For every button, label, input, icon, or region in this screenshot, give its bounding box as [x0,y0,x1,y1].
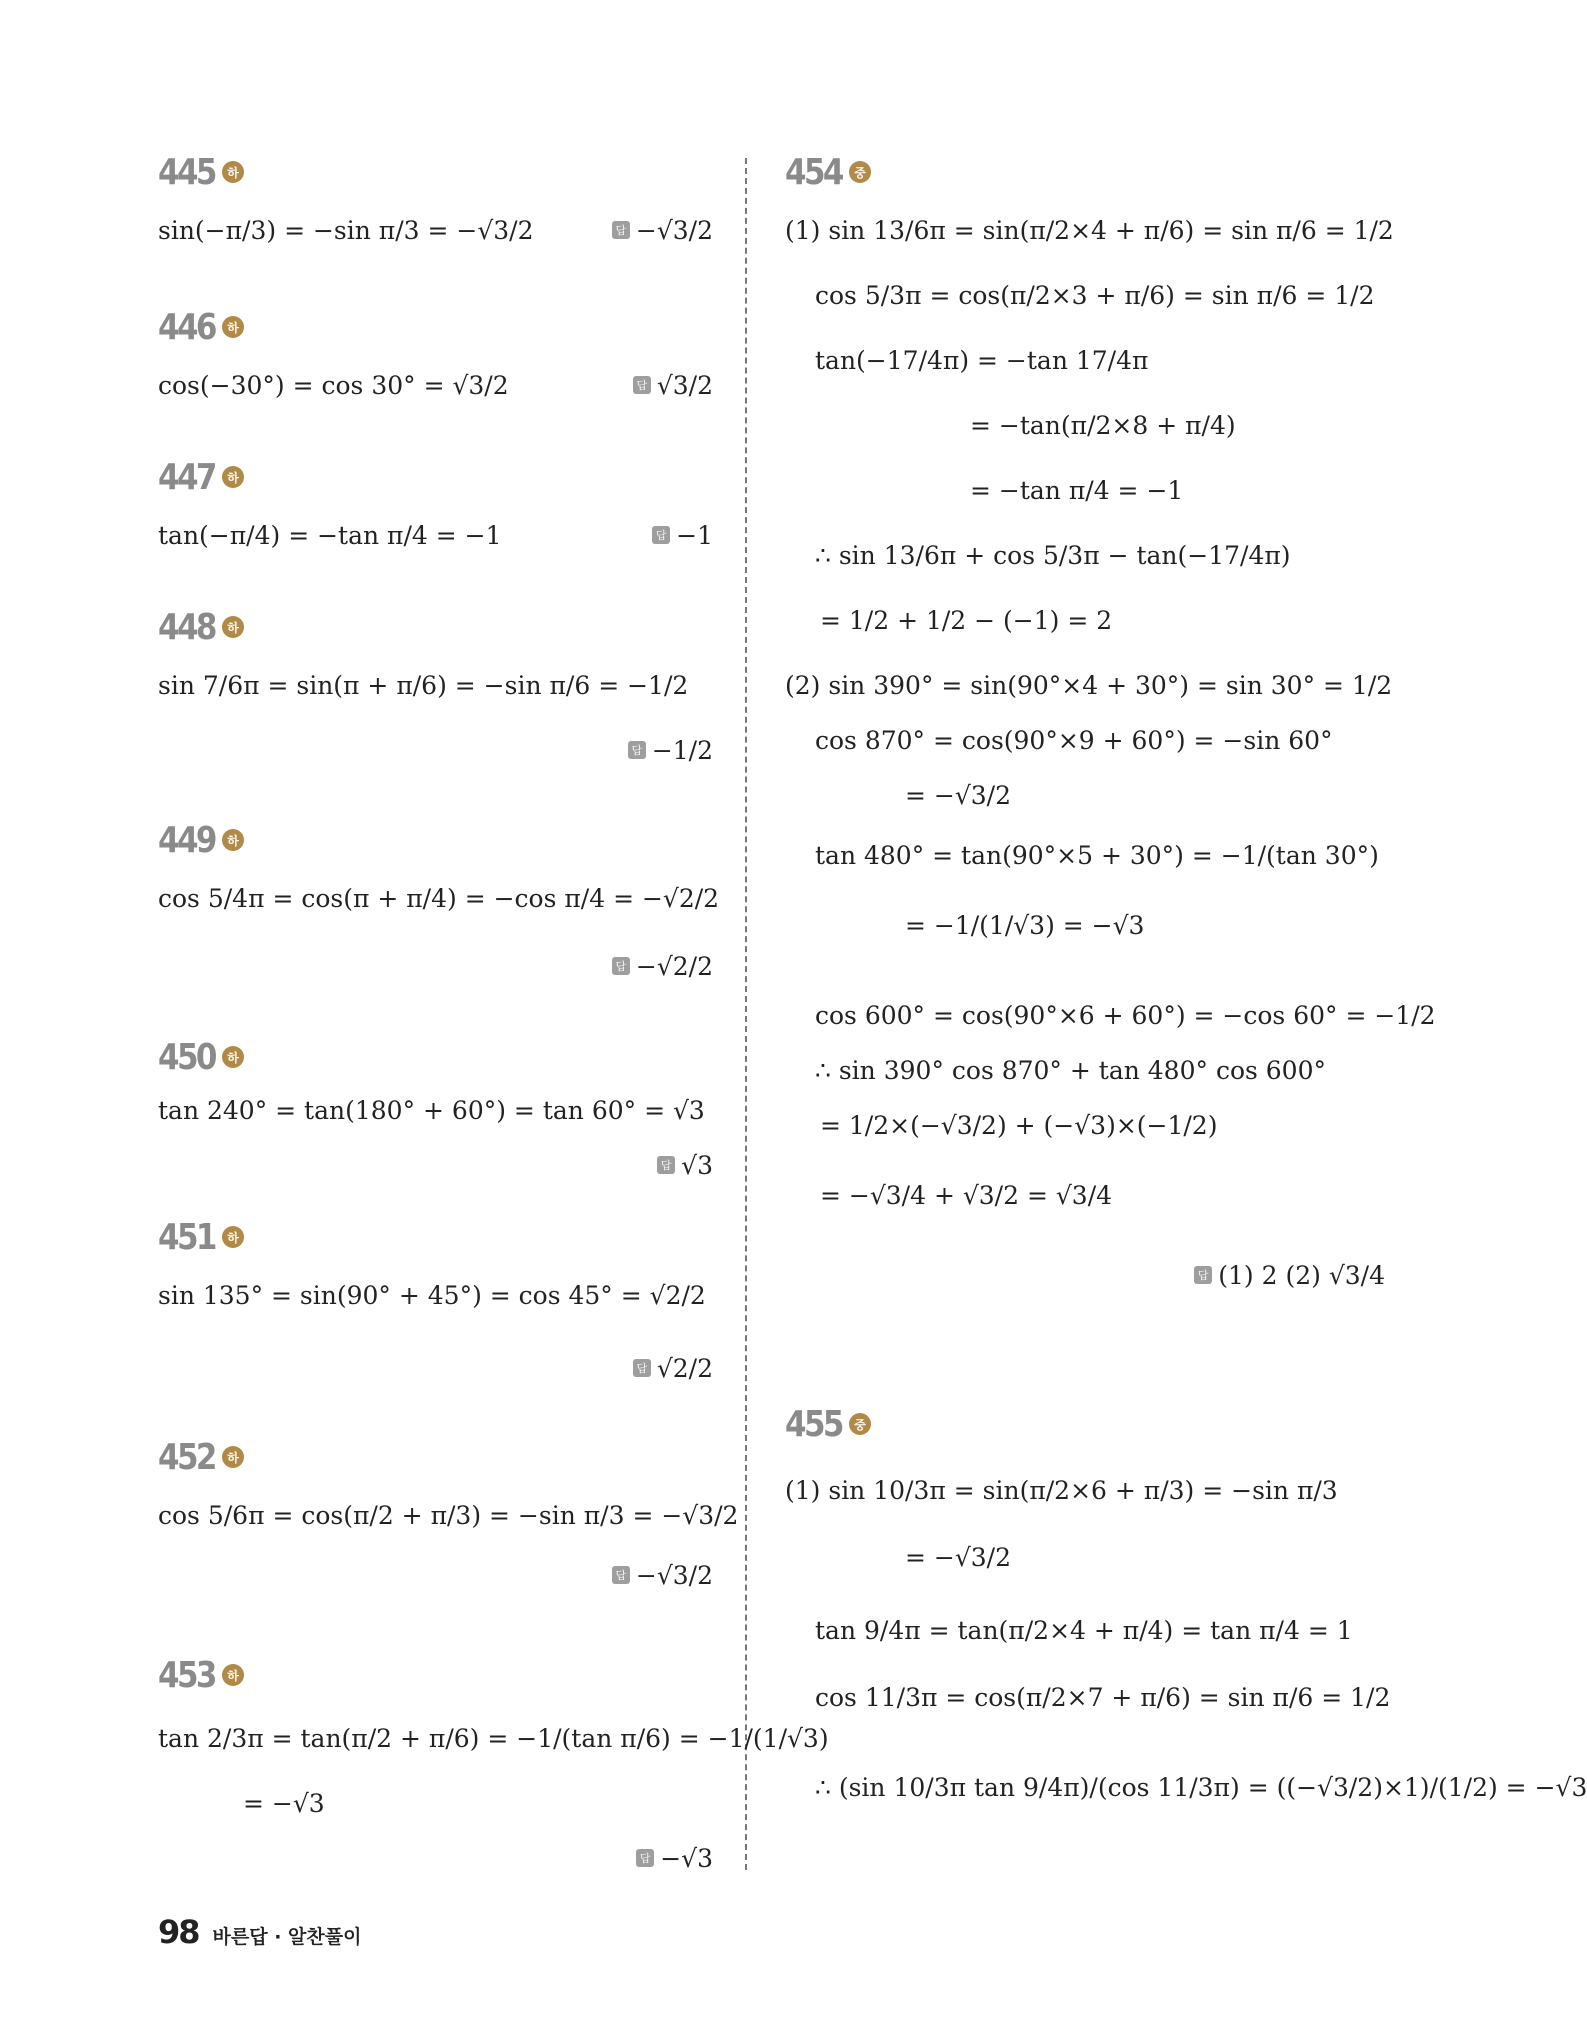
problem-number: 450 [158,1036,215,1078]
answer-badge: 답 [652,526,670,544]
problem-446 [158,305,713,400]
solution-line: ∴ (sin 10/3π tan 9/4π)/(cos 11/3π) = ((−√3/2)×1)/(1/2) = −√3 [815,1772,1587,1802]
problem-number: 445 [158,151,215,193]
answer-value: −√3 [660,1843,713,1873]
solution-line: cos 5/3π = cos(π/2×3 + π/6) = sin π/6 = 1/2 [815,280,1375,310]
problem-number: 448 [158,606,215,648]
solution-line: ∴ sin 390° cos 870° + tan 480° cos 600° [815,1055,1326,1085]
answer [636,1828,713,1888]
solution-line: cos(−30°) = cos 30° = √3/2 [158,370,509,400]
solution-line: tan(−17/4π) = −tan 17/4π [815,345,1149,375]
problem-number: 453 [158,1654,215,1696]
solution-line: = −√3/2 [905,780,1012,810]
answer-badge: 답 [636,1849,654,1867]
problem-449 [158,818,720,981]
level-badge: 하 [222,1664,244,1686]
level-badge: 하 [222,1446,244,1468]
problem-number: 446 [158,306,215,348]
solution-line: tan 480° = tan(90°×5 + 30°) = −1/(tan 30°) [815,840,1379,870]
answer-value: √3 [681,1150,713,1180]
answer [612,200,713,260]
answer-badge: 답 [612,957,630,975]
level-badge: 하 [222,466,244,488]
solution-line: (1) sin 10/3π = sin(π/2×6 + π/3) = −sin π/3 [785,1475,1338,1505]
answer-badge: 답 [1194,1266,1212,1284]
solution-line: cos 5/6π = cos(π/2 + π/3) = −sin π/3 = −√3/2 [158,1500,739,1530]
solution-line: = 1/2×(−√3/2) + (−√3)×(−1/2) [820,1110,1218,1140]
answer [633,355,713,415]
answer [1194,1245,1385,1305]
problem-452 [158,1435,739,1590]
answer-badge: 답 [612,1566,630,1584]
level-badge: 중 [849,161,871,183]
page-footer [158,1913,361,1951]
solution-line: tan(−π/4) = −tan π/4 = −1 [158,520,502,550]
problem-454 [785,150,1436,1290]
level-badge: 하 [222,829,244,851]
level-badge: 하 [222,161,244,183]
answer-value: −1/2 [651,735,713,765]
problem-number: 452 [158,1436,215,1478]
solution-line: tan 2/3π = tan(π/2 + π/6) = −1/(tan π/6) = −1/(1/√3) [158,1723,829,1753]
answer-badge: 답 [628,741,646,759]
solution-line: sin 135° = sin(90° + 45°) = cos 45° = √2/2 [158,1280,706,1310]
answer-badge: 답 [633,1359,651,1377]
problem-448 [158,605,713,765]
solution-line: cos 11/3π = cos(π/2×7 + π/6) = sin π/6 = 1/2 [815,1682,1391,1712]
solution-line: = −√3/2 [905,1542,1012,1572]
solution-line: cos 600° = cos(90°×6 + 60°) = −cos 60° = −1/2 [815,1000,1436,1030]
solution-line: sin(−π/3) = −sin π/3 = −√3/2 [158,215,534,245]
problem-number: 454 [785,151,842,193]
problem-451 [158,1215,713,1383]
solution-line: cos 870° = cos(90°×9 + 60°) = −sin 60° [815,725,1333,755]
problem-number: 447 [158,456,215,498]
answer-value: −√2/2 [635,951,713,981]
problem-number: 455 [785,1403,842,1445]
problem-450 [158,1035,713,1180]
problem-number: 449 [158,819,215,861]
level-badge: 중 [849,1413,871,1435]
page-number: 98 [158,1913,199,1951]
answer-value: −√3/2 [635,1560,713,1590]
problem-number: 451 [158,1216,215,1258]
solution-line: (2) sin 390° = sin(90°×4 + 30°) = sin 30° = 1/2 [785,670,1393,700]
answer-badge: 답 [657,1156,675,1174]
column-divider [745,158,747,1870]
solution-line: = −tan(π/2×8 + π/4) [970,410,1236,440]
answer [612,936,713,996]
book-title: 바른답 · 알찬풀이 [212,1926,362,1948]
answer-value: (1) 2 (2) √3/4 [1218,1260,1385,1290]
level-badge: 하 [222,1226,244,1248]
answer [628,720,713,780]
solution-line: tan 9/4π = tan(π/2×4 + π/4) = tan π/4 = 1 [815,1615,1353,1645]
problem-453 [158,1653,829,1873]
level-badge: 하 [222,616,244,638]
solution-line: = 1/2 + 1/2 − (−1) = 2 [820,605,1113,635]
level-badge: 하 [222,1046,244,1068]
answer-badge: 답 [612,221,630,239]
solution-line: = −√3 [243,1788,325,1818]
answer [657,1135,713,1195]
solution-line: cos 5/4π = cos(π + π/4) = −cos π/4 = −√2/2 [158,883,720,913]
solution-line: = −1/(1/√3) = −√3 [905,910,1145,940]
solution-line: ∴ sin 13/6π + cos 5/3π − tan(−17/4π) [815,540,1291,570]
problem-445 [158,150,713,245]
answer-value: −1 [676,520,713,550]
solution-line: (1) sin 13/6π = sin(π/2×4 + π/6) = sin π/6 = 1/2 [785,215,1394,245]
answer-value: −√3/2 [635,215,713,245]
answer-value: √3/2 [656,370,713,400]
solution-line: tan 240° = tan(180° + 60°) = tan 60° = √3 [158,1095,705,1125]
solution-line: = −tan π/4 = −1 [970,475,1184,505]
problem-447 [158,455,713,550]
answer [652,505,713,565]
answer [612,1545,713,1605]
problem-455 [785,1402,1587,1802]
answer-value: √2/2 [656,1353,713,1383]
answer-badge: 답 [633,376,651,394]
level-badge: 하 [222,316,244,338]
solution-line: sin 7/6π = sin(π + π/6) = −sin π/6 = −1/2 [158,670,689,700]
answer [633,1338,713,1398]
solution-line: = −√3/4 + √3/2 = √3/4 [820,1180,1113,1210]
